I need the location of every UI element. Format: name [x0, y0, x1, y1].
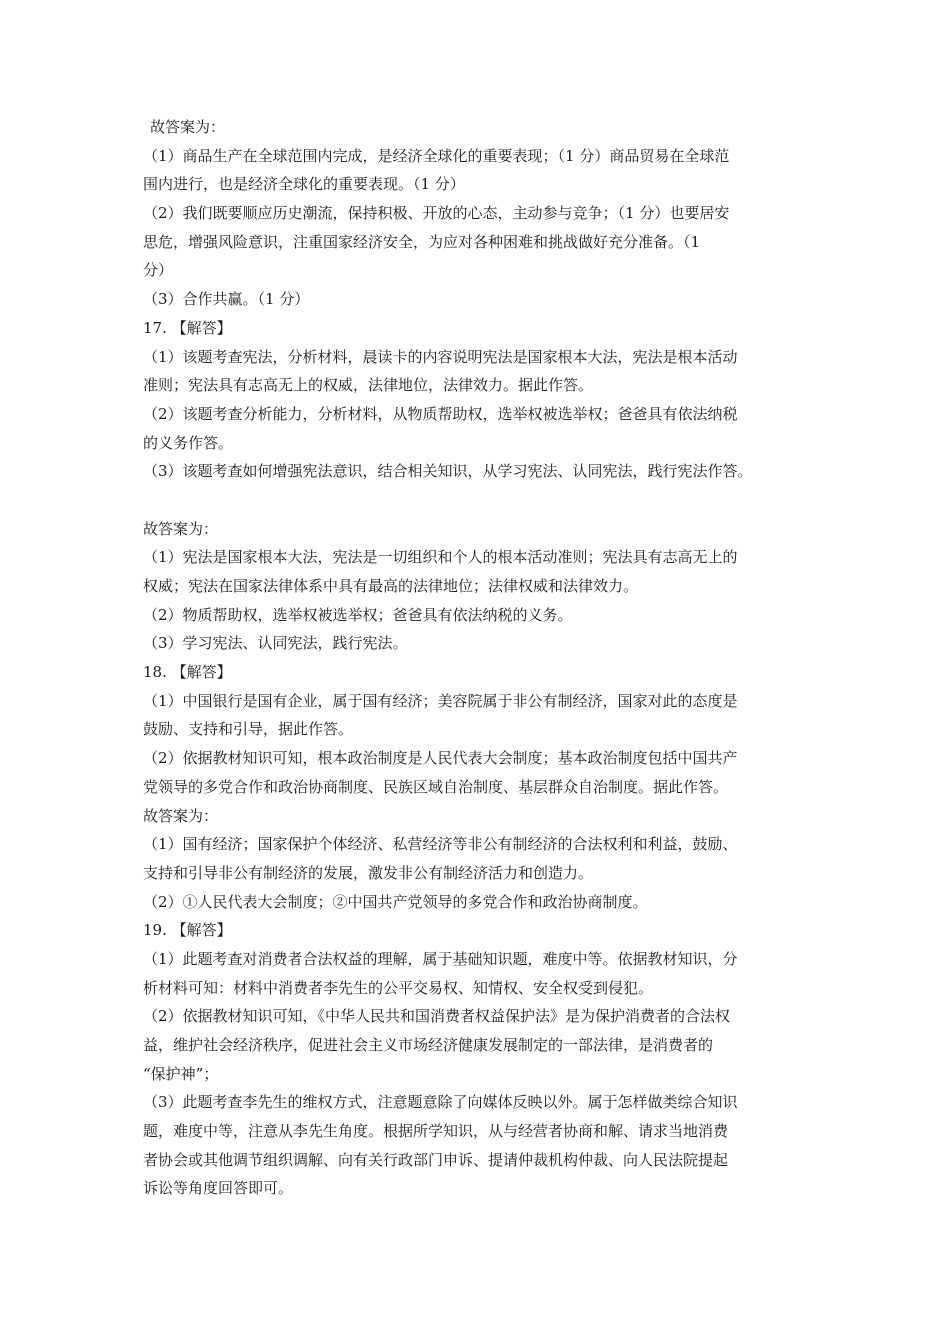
text-line: （3）此题考查李先生的维权方式，注意题意除了向媒体反映以外。属于怎样做类综合知识: [143, 1093, 738, 1112]
question-heading: 19. 【解答】: [143, 921, 232, 940]
text-line: （2）物质帮助权，选举权被选举权；爸爸具有依法纳税的义务。: [143, 605, 573, 624]
text-line: （1）中国银行是国有企业，属于国有经济；美容院属于非公有制经济，国家对此的态度是: [143, 691, 738, 710]
document-page: [143, 113, 823, 1203]
text-line: 分）: [143, 261, 174, 280]
text-line: 益，维护社会经济秩序，促进社会主义市场经济健康发展制定的一部法律，是消费者的: [143, 1036, 714, 1054]
text-line: （2）依据教材知识可知，《中华人民共和国消费者权益保护法》是为保护消费者的合法权: [143, 1007, 731, 1026]
text-line: （2）①人民代表大会制度；②中国共产党领导的多党合作和政治协商制度。: [143, 892, 648, 911]
text-line: 的义务作答。: [143, 433, 234, 452]
text-line: “保护神”；: [143, 1064, 219, 1083]
question-heading: 17. 【解答】: [143, 318, 232, 337]
text-line: （3）学习宪法、认同宪法，践行宪法。: [143, 634, 408, 653]
text-line: 思危，增强风险意识，注重国家经济安全，为应对各种困难和挑战做好充分准备。（1: [143, 232, 701, 251]
text-line: （2）我们既要顺应历史潮流，保持积极、开放的心态，主动参与竞争；（1 分）也要居安: [143, 204, 730, 223]
text-line: 题，难度中等，注意从李先生角度。根据所学知识，从与经营者协商和解、请求当地消费: [143, 1122, 729, 1141]
text-line: （2）该题考查分析能力，分析材料，从物质帮助权，选举权被选举权；爸爸具有依法纳税: [143, 404, 738, 423]
text-line: 围内进行，也是经济全球化的重要表现。（1 分）: [143, 175, 465, 194]
question-heading: 18. 【解答】: [143, 663, 232, 682]
answer-heading: 故答案为：: [143, 519, 219, 538]
blank-line: [143, 486, 823, 515]
text-line: （1）该题考查宪法，分析材料，晨读卡的内容说明宪法是国家根本大法，宪法是根本活动: [143, 347, 738, 366]
answer-heading: 故答案为：: [143, 806, 219, 825]
text-line: 准则；宪法具有志高无上的权威，法律地位，法律效力。据此作答。: [143, 376, 594, 395]
text-line: 权威；宪法在国家法律体系中具有最高的法律地位；法律权威和法律效力。: [143, 577, 639, 595]
text-line: （1）此题考查对消费者合法权益的理解，属于基础知识题，难度中等。依据教材知识，分: [143, 949, 738, 968]
text-line: （2）依据教材知识可知，根本政治制度是人民代表大会制度；基本政治制度包括中国共产: [143, 749, 738, 768]
answer-heading: 故答案为：: [150, 118, 226, 136]
text-line: 诉讼等角度回答即可。: [143, 1179, 294, 1198]
text-line: 鼓励、支持和引导，据此作答。: [143, 720, 354, 739]
text-line: （1）国有经济；国家保护个体经济、私营经济等非公有制经济的合法权利和利益，鼓励、: [143, 835, 738, 854]
text-line: 者协会或其他调节组织调解、向有关行政部门申诉、提请仲裁机构仲裁、向人民法院提起: [143, 1150, 729, 1169]
text-line: （1）商品生产在全球范围内完成，是经济全球化的重要表现；（1 分）商品贸易在全球范: [143, 146, 730, 165]
text-line: （1）宪法是国家根本大法，宪法是一切组织和个人的根本活动准则；宪法具有志高无上的: [143, 548, 738, 567]
text-line: （3）合作共赢。（1 分）: [143, 290, 310, 309]
text-line: 支持和引导非公有制经济的发展，激发非公有制经济活力和创造力。: [143, 863, 594, 882]
text-line: 析材料可知：材料中消费者李先生的公平交易权、知情权、安全权受到侵犯。: [143, 978, 654, 997]
text-line: 党领导的多党合作和政治协商制度、民族区域自治制度、基层群众自治制度。据此作答。: [143, 777, 729, 796]
text-line: （3）该题考查如何增强宪法意识，结合相关知识，从学习宪法、认同宪法，践行宪法作答。: [143, 462, 753, 481]
